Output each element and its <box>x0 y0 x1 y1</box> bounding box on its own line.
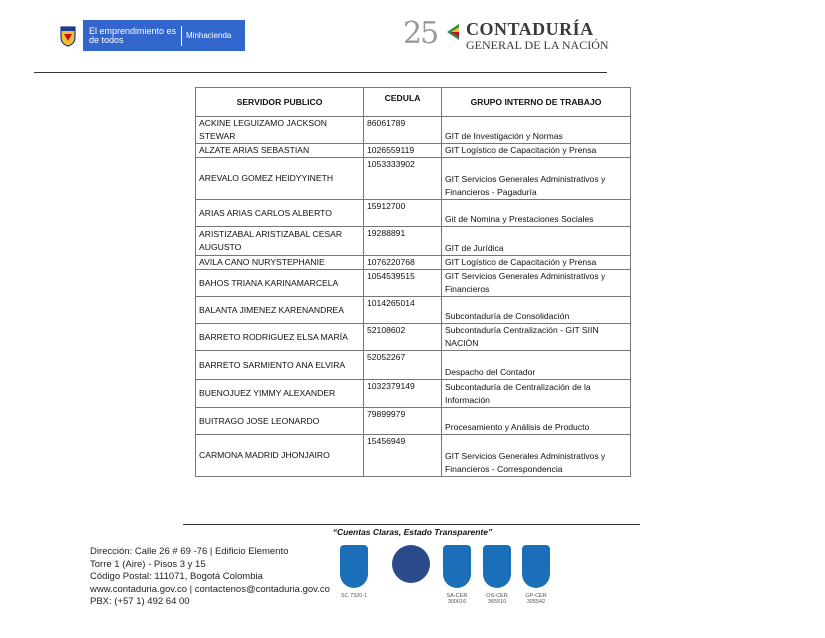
cell-servidor: AREVALO GOMEZ HEIDYYINETH <box>196 158 364 200</box>
table-row <box>196 380 631 408</box>
cgn-anniversary: 25 <box>403 16 438 51</box>
cell-cedula: 1054539515 <box>364 270 442 297</box>
header-grupo: GRUPO INTERNO DE TRABAJO <box>442 88 631 117</box>
cell-grupo: GIT de Jurídica <box>442 227 631 256</box>
cert-code: SA-CER 300616 <box>446 593 468 605</box>
slogan: “Cuentas Claras, Estado Transparente” <box>332 527 493 537</box>
cell-grupo: GIT Logístico de Capacitación y Prensa <box>442 256 631 270</box>
icontec-cert-icon <box>443 545 471 588</box>
address-block <box>90 546 330 609</box>
cert-code: SC 7320-1 <box>340 593 368 599</box>
cert-code: GP-CER 305542 <box>525 593 547 605</box>
cell-cedula: 15456949 <box>364 435 442 477</box>
gov-logo <box>53 20 245 51</box>
cell-servidor: ACKINE LEGUIZAMO JACKSON STEWAR <box>196 117 364 144</box>
address-line: Código Postal: 111071, Bogotá Colombia <box>90 571 263 583</box>
table-row <box>196 144 631 158</box>
cell-cedula: 79899979 <box>364 408 442 435</box>
cell-grupo: GIT Servicios Generales Administrativos y Financieros - Correspondencia <box>442 435 631 477</box>
cell-servidor: BAHOS TRIANA KARINAMARCELA <box>196 270 364 297</box>
cell-servidor: BARRETO RODRIGUEZ ELSA MARÍA <box>196 324 364 351</box>
colombia-shield-icon <box>53 20 83 51</box>
cell-grupo: Subcontaduría de Centralización de la Información <box>442 380 631 408</box>
cell-servidor: ARIAS ARIAS CARLOS ALBERTO <box>196 200 364 227</box>
cell-servidor: BARRETO SARMIENTO ANA ELVIRA <box>196 351 364 380</box>
cell-cedula: 1053333902 <box>364 158 442 200</box>
cell-cedula: 52108602 <box>364 324 442 351</box>
table-row <box>196 270 631 297</box>
table-row <box>196 351 631 380</box>
table-header-row <box>196 88 631 117</box>
cell-grupo: Procesamiento y Análisis de Producto <box>442 408 631 435</box>
cgn-title: CONTADURÍA <box>466 19 594 39</box>
header-cedula: CEDULA <box>364 88 442 117</box>
gov-logo-text: El emprendimiento es de todos <box>89 25 177 45</box>
cgn-flag-icon <box>445 22 461 42</box>
cell-servidor: ALZATE ARIAS SEBASTIAN <box>196 144 364 158</box>
cgn-logo <box>403 16 609 54</box>
cell-servidor: AVILA CANO NURYSTEPHANIE <box>196 256 364 270</box>
cell-grupo: Subcontaduría Centralización - GIT SIIN NACIÓN <box>442 324 631 351</box>
gov-logo-divider <box>181 26 182 46</box>
cell-grupo: Git de Nomina y Prestaciones Sociales <box>442 200 631 227</box>
icontec-cert-icon <box>522 545 550 588</box>
table-row <box>196 408 631 435</box>
table-row <box>196 227 631 256</box>
cell-servidor: ARISTIZABAL ARISTIZABAL CESAR AUGUSTO <box>196 227 364 256</box>
table-row <box>196 256 631 270</box>
table-row <box>196 158 631 200</box>
cell-grupo: Subcontaduría de Consolidación <box>442 297 631 324</box>
cell-grupo: Despacho del Contador <box>442 351 631 380</box>
icontec-cert-icon <box>483 545 511 588</box>
cgn-subtitle: GENERAL DE LA NACIÓN <box>466 38 609 52</box>
table-row <box>196 297 631 324</box>
iqnet-cert-icon <box>392 545 430 583</box>
cell-servidor: BUENOJUEZ YIMMY ALEXANDER <box>196 380 364 408</box>
certifications <box>340 545 560 607</box>
cell-grupo: GIT Servicios Generales Administrativos y Financieros - Pagaduría <box>442 158 631 200</box>
cell-grupo: GIT de Investigación y Normas <box>442 117 631 144</box>
footer-divider <box>183 524 640 525</box>
cell-cedula: 1076220768 <box>364 256 442 270</box>
cell-cedula: 1014265014 <box>364 297 442 324</box>
table-row <box>196 200 631 227</box>
cell-cedula: 86061789 <box>364 117 442 144</box>
table-row <box>196 117 631 144</box>
staff-table <box>195 87 631 477</box>
header-divider <box>34 72 607 73</box>
address-line: Torre 1 (Aire) - Pisos 3 y 15 <box>90 558 206 570</box>
address-line: PBX: (+57 1) 492 64 00 <box>90 596 190 608</box>
table-row <box>196 324 631 351</box>
cell-cedula: 15912700 <box>364 200 442 227</box>
address-line: www.contaduria.gov.co | contactenos@contaduria.gov.co <box>90 583 330 595</box>
address-line: Dirección: Calle 26 # 69 -76 | Edificio Elemento <box>90 546 289 557</box>
icontec-cert-icon <box>340 545 368 588</box>
cell-servidor: CARMONA MADRID JHONJAIRO <box>196 435 364 477</box>
cell-cedula: 19288891 <box>364 227 442 256</box>
cell-grupo: GIT Servicios Generales Administrativos y Financieros <box>442 270 631 297</box>
cell-servidor: BALANTA JIMENEZ KARENANDREA <box>196 297 364 324</box>
cert-code: OS-CER 365510 <box>486 593 508 605</box>
table-row <box>196 435 631 477</box>
cell-servidor: BUITRAGO JOSE LEONARDO <box>196 408 364 435</box>
gov-ministry: Minhacienda <box>186 31 232 40</box>
cell-cedula: 1032379149 <box>364 380 442 408</box>
header-servidor: SERVIDOR PUBLICO <box>196 88 364 117</box>
cell-cedula: 52052267 <box>364 351 442 380</box>
cell-cedula: 1026559119 <box>364 144 442 158</box>
cell-grupo: GIT Logístico de Capacitación y Prensa <box>442 144 631 158</box>
